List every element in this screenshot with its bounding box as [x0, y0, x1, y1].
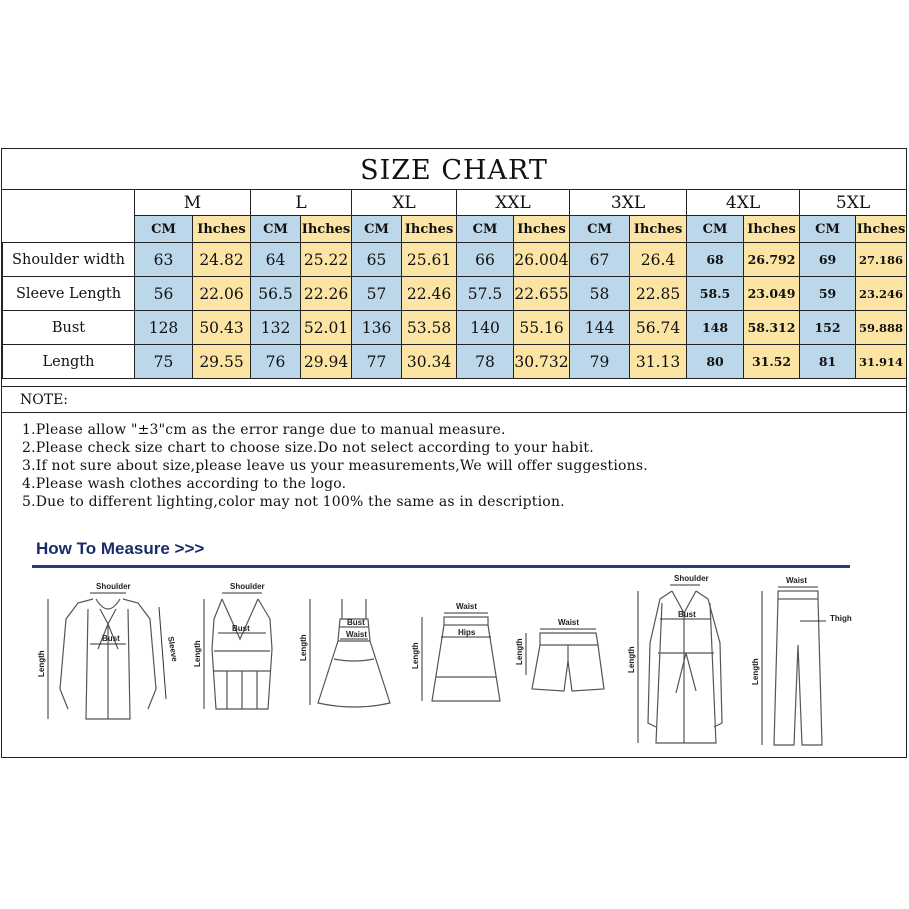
- unit-inches: Ihches: [402, 216, 457, 243]
- cell-inches: 53.58: [402, 311, 457, 345]
- label-shoulder: Shoulder: [674, 574, 709, 583]
- cell-inches: 24.82: [193, 243, 251, 277]
- unit-inches: Ihches: [856, 216, 907, 243]
- unit-cm: CM: [570, 216, 630, 243]
- cell-cm: 75: [135, 345, 193, 379]
- unit-inches: Ihches: [514, 216, 570, 243]
- cell-cm: 81: [800, 345, 856, 379]
- corner-cell: [3, 190, 135, 243]
- unit-inches: Ihches: [301, 216, 352, 243]
- cell-inches: 59.888: [856, 311, 907, 345]
- unit-cm: CM: [352, 216, 402, 243]
- cell-cm: 80: [687, 345, 744, 379]
- cell-cm: 64: [251, 243, 301, 277]
- label-length: Length: [751, 658, 760, 685]
- note-item: 5.Due to different lighting,color may not 100% the same as in description.: [22, 494, 565, 510]
- cell-cm: 58: [570, 277, 630, 311]
- cell-inches: 25.61: [402, 243, 457, 277]
- cell-inches: 23.049: [744, 277, 800, 311]
- coat-illustration: [626, 573, 746, 755]
- cell-cm: 132: [251, 311, 301, 345]
- label-bust: Bust: [347, 618, 365, 627]
- cell-inches: 29.94: [301, 345, 352, 379]
- cell-cm: 67: [570, 243, 630, 277]
- cell-inches: 52.01: [301, 311, 352, 345]
- cell-inches: 22.46: [402, 277, 457, 311]
- cell-cm: 144: [570, 311, 630, 345]
- size-header: 3XL: [570, 190, 687, 216]
- unit-cm: CM: [251, 216, 301, 243]
- cell-cm: 57: [352, 277, 402, 311]
- size-header: XXL: [457, 190, 570, 216]
- cell-inches: 50.43: [193, 311, 251, 345]
- size-header: L: [251, 190, 352, 216]
- cell-inches: 31.13: [630, 345, 687, 379]
- cell-inches: 23.246: [856, 277, 907, 311]
- cell-inches: 27.186: [856, 243, 907, 277]
- size-table: [2, 189, 907, 379]
- size-header-row: [3, 190, 907, 216]
- note-item: 4.Please wash clothes according to the logo.: [22, 476, 347, 492]
- cell-cm: 128: [135, 311, 193, 345]
- cell-cm: 66: [457, 243, 514, 277]
- tank-top-illustration: [192, 579, 292, 733]
- row-label: Bust: [3, 311, 135, 345]
- cell-inches: 25.22: [301, 243, 352, 277]
- label-bust: Bust: [232, 624, 250, 633]
- cell-inches: 29.55: [193, 345, 251, 379]
- cell-cm: 69: [800, 243, 856, 277]
- label-length: Length: [37, 650, 46, 677]
- cell-inches: 56.74: [630, 311, 687, 345]
- cell-cm: 148: [687, 311, 744, 345]
- notes-list: [22, 421, 648, 511]
- cell-inches: 30.34: [402, 345, 457, 379]
- cell-cm: 65: [352, 243, 402, 277]
- cell-cm: 56.5: [251, 277, 301, 311]
- cell-inches: 30.732: [514, 345, 570, 379]
- cell-inches: 58.312: [744, 311, 800, 345]
- cell-cm: 136: [352, 311, 402, 345]
- row-label: Shoulder width: [3, 243, 135, 277]
- cell-inches: 26.4: [630, 243, 687, 277]
- chart-title: SIZE CHART: [2, 149, 906, 190]
- cell-inches: 22.655: [514, 277, 570, 311]
- label-waist: Waist: [456, 602, 478, 611]
- cell-inches: 26.004: [514, 243, 570, 277]
- label-shoulder: Shoulder: [96, 582, 131, 591]
- cell-inches: 26.792: [744, 243, 800, 277]
- table-row: [3, 277, 907, 311]
- note-item: 1.Please allow "±3"cm as the error range due to manual measure.: [22, 422, 506, 438]
- label-length: Length: [515, 638, 524, 665]
- label-sleeve: Sleeve: [166, 635, 180, 663]
- unit-inches: Ihches: [630, 216, 687, 243]
- unit-cm: CM: [687, 216, 744, 243]
- table-row: [3, 345, 907, 379]
- pants-illustration: [750, 575, 860, 755]
- unit-cm: CM: [135, 216, 193, 243]
- cell-inches: 55.16: [514, 311, 570, 345]
- cell-inches: 22.85: [630, 277, 687, 311]
- unit-inches: Ihches: [744, 216, 800, 243]
- size-header: M: [135, 190, 251, 216]
- unit-header-row: [3, 216, 907, 243]
- label-length: Length: [627, 646, 636, 673]
- table-row: [3, 311, 907, 345]
- title-underline: [32, 565, 850, 568]
- cell-cm: 76: [251, 345, 301, 379]
- size-header: 5XL: [800, 190, 907, 216]
- cell-cm: 152: [800, 311, 856, 345]
- cell-cm: 56: [135, 277, 193, 311]
- label-thigh: Thigh: [830, 614, 852, 623]
- shorts-illustration: [515, 615, 618, 719]
- cell-inches: 31.914: [856, 345, 907, 379]
- how-to-measure-panel: [32, 535, 862, 755]
- cell-cm: 140: [457, 311, 514, 345]
- skirt-illustration: [411, 597, 514, 721]
- cell-inches: 22.06: [193, 277, 251, 311]
- size-header: XL: [352, 190, 457, 216]
- unit-inches: Ihches: [193, 216, 251, 243]
- how-to-measure-title: How To Measure >>>: [36, 539, 205, 558]
- note-heading: NOTE:: [2, 386, 906, 413]
- table-row: [3, 243, 907, 277]
- label-length: Length: [193, 640, 202, 667]
- label-waist: Waist: [558, 618, 580, 627]
- cell-cm: 57.5: [457, 277, 514, 311]
- cell-cm: 58.5: [687, 277, 744, 311]
- label-shoulder: Shoulder: [230, 582, 265, 591]
- cell-cm: 78: [457, 345, 514, 379]
- size-header: 4XL: [687, 190, 800, 216]
- dress-illustration: [299, 599, 404, 723]
- label-waist: Waist: [786, 576, 808, 585]
- cell-cm: 77: [352, 345, 402, 379]
- label-bust: Bust: [678, 610, 696, 619]
- label-bust: Bust: [102, 634, 120, 643]
- blouse-illustration: [38, 579, 178, 733]
- unit-cm: CM: [457, 216, 514, 243]
- note-item: 3.If not sure about size,please leave us your measurements,We will offer suggestions.: [22, 458, 648, 474]
- cell-cm: 68: [687, 243, 744, 277]
- label-hips: Hips: [458, 628, 476, 637]
- size-chart-sheet: [1, 148, 907, 758]
- cell-inches: 31.52: [744, 345, 800, 379]
- label-waist: Waist: [346, 630, 368, 639]
- unit-cm: CM: [800, 216, 856, 243]
- cell-cm: 59: [800, 277, 856, 311]
- note-item: 2.Please check size chart to choose size.Do not select according to your habit.: [22, 440, 594, 456]
- cell-cm: 79: [570, 345, 630, 379]
- cell-inches: 22.26: [301, 277, 352, 311]
- label-length: Length: [299, 634, 308, 661]
- row-label: Sleeve Length: [3, 277, 135, 311]
- row-label: Length: [3, 345, 135, 379]
- cell-cm: 63: [135, 243, 193, 277]
- label-length: Length: [411, 642, 420, 669]
